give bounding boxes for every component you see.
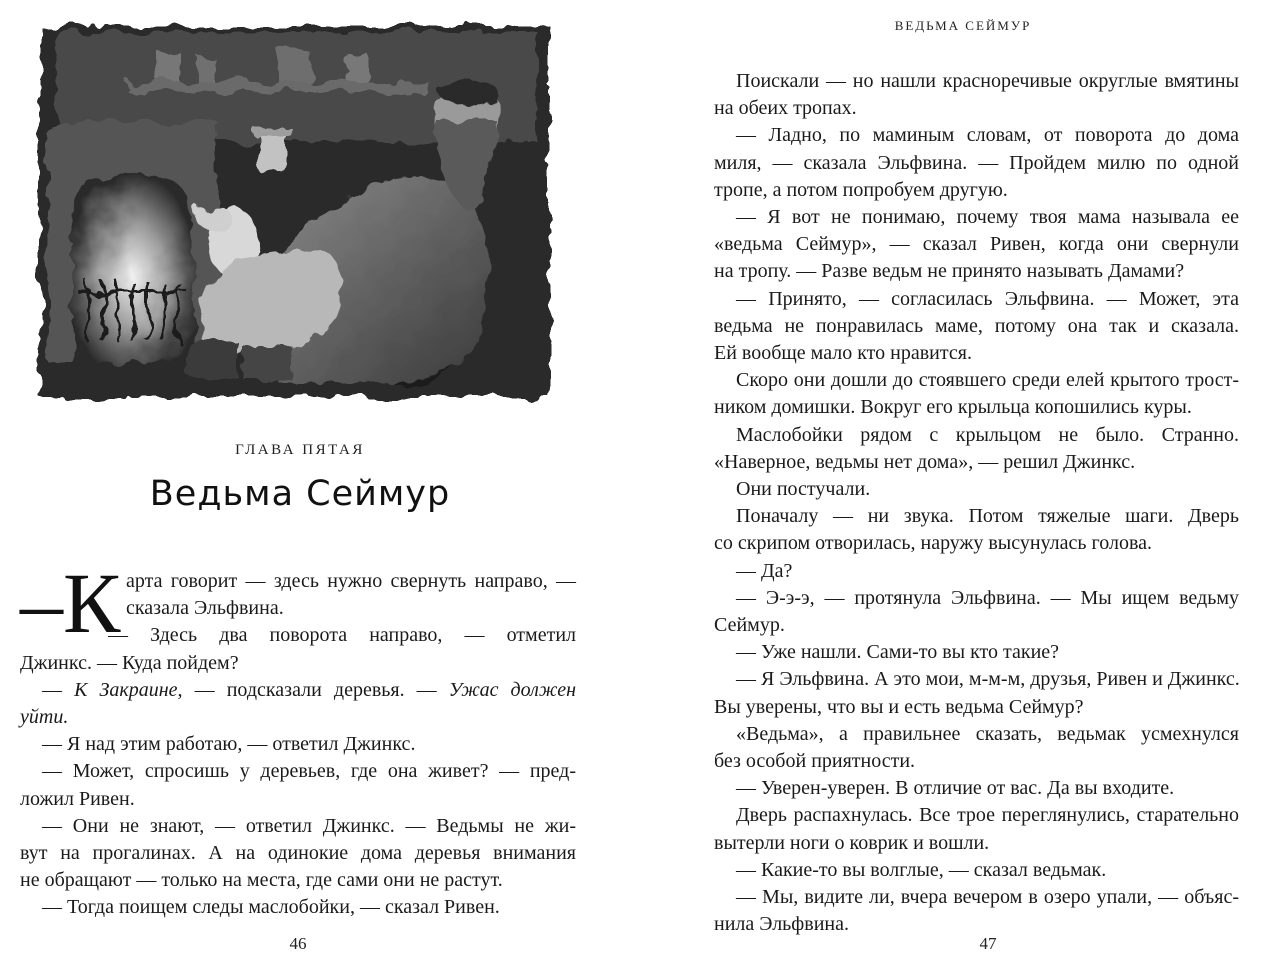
text-line: — Какие-то вы волглые, — сказал ведьмак. (736, 858, 1107, 881)
text-line: — Э-э-э, — протянула Эльфвина. — Мы ищем ведьму (736, 586, 1239, 609)
trees-speech: уйти. (20, 706, 69, 729)
text-line: «Наверное, ведьмы нет дома», — решил Джинкс. (714, 450, 1136, 473)
text-line (20, 677, 576, 704)
chapter-title: Ведьма Сеймур (149, 474, 451, 514)
text-line: — Уверен-уверен. В отличие от вас. Да вы входите. (736, 777, 1175, 800)
text-line: на обеих тропах. (714, 97, 857, 120)
text-line: ведьма не понравилась маме, потому она так и сказала. (714, 314, 1239, 337)
text-line: ложил Ривен. (20, 787, 135, 810)
text-line: Вы уверены, что вы и есть ведьма Сеймур? (714, 695, 1084, 718)
text-line: вут на прогалинах. А на одинокие дома деревья внимания (20, 842, 576, 865)
text-line: Поискали — но нашли красноречивые округлые вмятины (736, 70, 1239, 92)
text-line: — Они не знают, — ответил Джинкс. — Ведьмы не жи- (42, 814, 576, 837)
running-head: ВЕДЬМА СЕЙМУР (894, 18, 1032, 33)
text-line: ником домишки. Вокруг его крыльца копошились куры. (714, 396, 1192, 419)
text-span: — подсказали деревья. — (182, 678, 449, 701)
text-line: тропе, а потом попробуем другую. (714, 178, 1008, 201)
text-line: Они постучали. (736, 478, 871, 501)
left-page-text (20, 555, 577, 922)
trees-speech: Ужас должен (448, 678, 577, 701)
text-line (20, 704, 576, 731)
text-line: Джинкс. — Куда пойдем? (20, 651, 239, 674)
text-line: — Ладно, по маминым словам, от поворота до дома (736, 124, 1239, 147)
page-number-right: 47 (979, 934, 997, 953)
trees-speech: К Закраине, (74, 678, 183, 701)
chapter-label: ГЛАВА ПЯТАЯ (235, 442, 365, 458)
text-line: — Я вот не понимаю, почему твоя мама называла ее (736, 206, 1239, 229)
text-line: «Ведьма», а правильнее сказать, ведьмак усмехнулся (736, 722, 1239, 745)
drop-cap: –К (20, 555, 121, 651)
page-number-left: 46 (289, 934, 307, 953)
text-line: — Может, спросишь у деревьев, где она живет? — пред- (42, 760, 576, 783)
text-line: арта говорит — здесь нужно свернуть направо, — (126, 570, 576, 592)
text-line: Скоро они дошли до стоявшего среди елей крытого трост- (736, 369, 1239, 392)
text-line: со скрипом отворилась, наружу высунулась голова. (714, 532, 1153, 555)
right-page-text (714, 68, 1239, 939)
text-line: — Тогда поищем следы маслобойки, — сказал Ривен. (42, 896, 500, 919)
text-line: сказала Эльфвина. (126, 597, 284, 620)
text-line: — Здесь два поворота направо, — отметил (108, 624, 576, 647)
text-line: — Уже нашли. Сами-то вы кто такие? (736, 641, 1060, 664)
text-line: — Я Эльфвина. А это мои, м-м-м, друзья, Ривен и Джинкс. (736, 668, 1240, 691)
text-line: нила Эльфвина. (714, 913, 849, 936)
text-line: «ведьма Сеймур», — сказал Ривен, когда они свернули (714, 233, 1239, 256)
text-line: — Я над этим работаю, — ответил Джинкс. (42, 733, 416, 756)
text-line: не обращают — только на места, где сами они не растут. (20, 869, 503, 892)
dropcap-paragraph (20, 555, 576, 651)
text-line: Дверь распахнулась. Все трое переглянулись, старательно (736, 804, 1239, 827)
fireplace-scene-illustration (28, 12, 563, 412)
text-line: Сеймур. (714, 614, 785, 637)
text-line: вытерли ноги о коврик и вошли. (714, 831, 990, 854)
text-line: миля, — сказала Эльфвина. — Пройдем милю по одной (714, 151, 1239, 174)
text-line: — Принято, — согласилась Эльфвина. — Может, эта (736, 287, 1239, 310)
text-span: — (42, 678, 75, 701)
text-line: — Да? (736, 559, 793, 582)
text-line: без особой приятности. (714, 750, 916, 773)
text-line: Маслобойки рядом с крыльцом не было. Странно. (736, 423, 1239, 446)
text-line: Ей вообще мало кто нравится. (714, 342, 972, 365)
text-line: — Мы, видите ли, вчера вечером в озеро упали, — объяс- (736, 886, 1239, 909)
text-line: на тропу. — Разве ведьм не принято называть Дамами? (714, 260, 1185, 283)
text-line: Поначалу — ни звука. Потом тяжелые шаги. Дверь (736, 505, 1239, 528)
